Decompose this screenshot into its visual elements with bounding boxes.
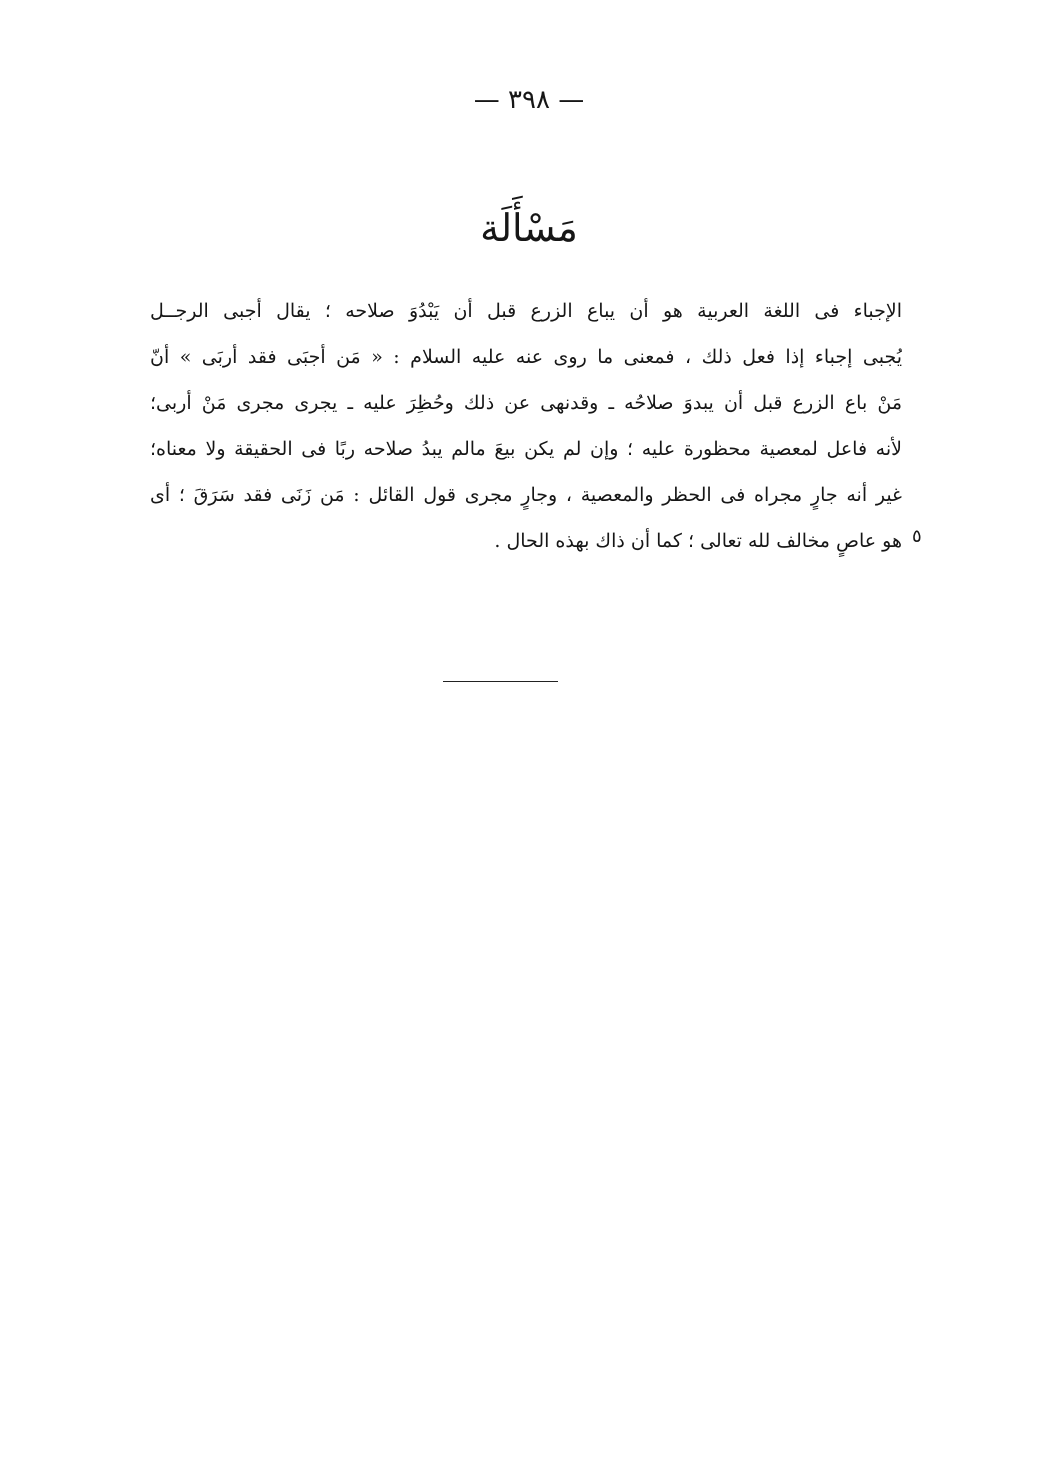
text-line-6: هو عاصٍ مخالف لله تعالى ؛ كما أن ذاك بهذه الحال . (494, 530, 902, 552)
page-number: — ٣٩٨ — (473, 85, 585, 115)
text-line-5: غير أنه جارٍ مجراه فى الحظر والمعصية ، وجارٍ مجرى قول القائل : مَن زَنَى فقد سَرَقَ ؛ أى (150, 484, 902, 506)
body-paragraph (150, 288, 902, 564)
section-title: مَسْأَلَة (480, 206, 578, 250)
text-line-3: مَنْ باع الزرع قبل أن يبدوَ صلاحُه ـ وقدنهى عن ذلك وحُظِرَ عليه ـ يجرى مجرى مَنْ أربى؛ (150, 392, 902, 414)
text-line-4: لأنه فاعل لمعصية محظورة عليه ؛ وإن لم يكن بيعَ مالم يبدُ صلاحه ربًا فى الحقيقة ولا معناه؛ (150, 438, 902, 460)
footer-separator-rule (443, 681, 558, 682)
text-line-2: يُجبى إجباء إذا فعل ذلك ، فمعنى ما روى عنه عليه السلام : « مَن أجبَى فقد أربَى » أنّ (150, 346, 902, 368)
line-number-marker: ٥ (912, 526, 922, 547)
text-line-1: الإجباء فى اللغة العربية هو أن يباع الزرع قبل أن يَبْدُوَ صلاحه ؛ يقال أجبى الرجــل (150, 300, 902, 322)
